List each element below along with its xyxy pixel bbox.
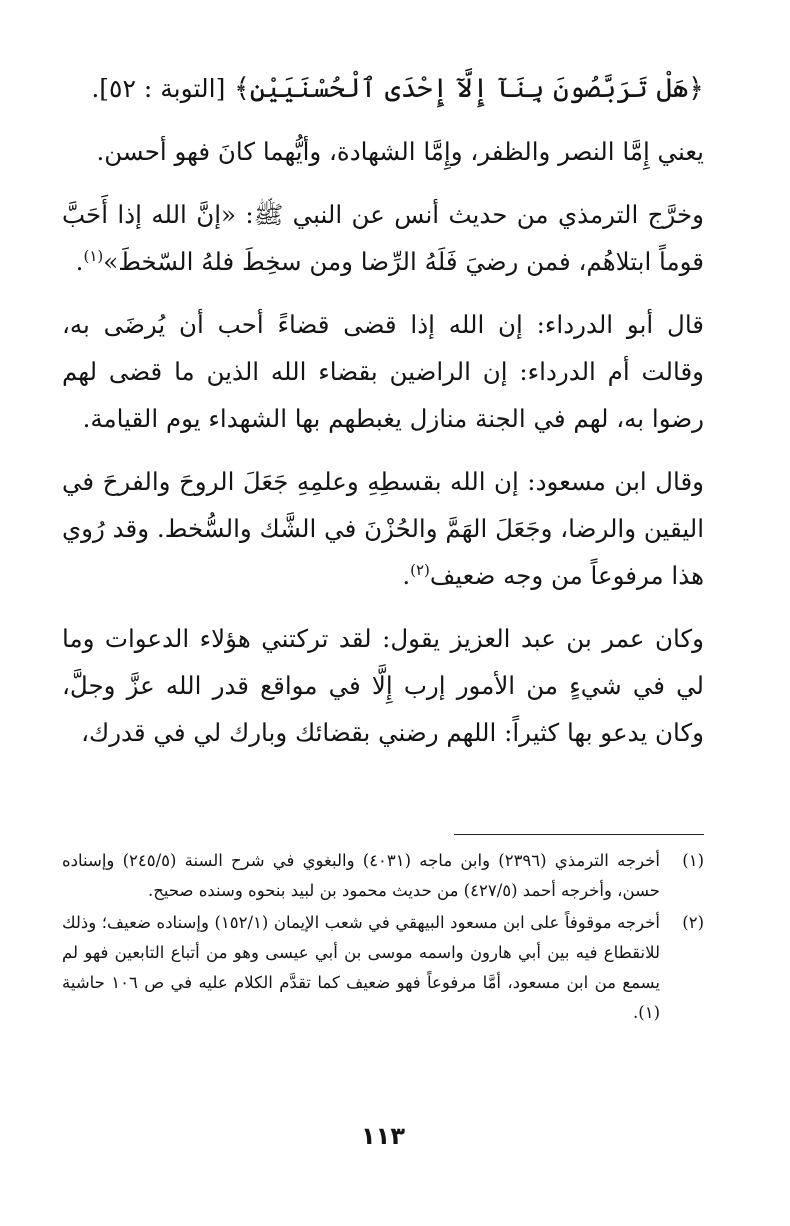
- footnote-separator: [454, 834, 704, 835]
- page-number: ١١٣: [361, 1122, 405, 1150]
- footnotes: [62, 846, 704, 1030]
- footnote-number: (٢): [682, 913, 704, 932]
- footnote-reference[interactable]: (٢): [410, 560, 430, 579]
- paragraph-tail: .: [75, 247, 84, 276]
- paragraph-text: قال أبو الدرداء: إن الله إذا قضى قضاءً أحب أن يُرضَى به، وقالت أم الدرداء: إن الراضين بقضاء الله الذين ما قضى لهم رضوا به، لهم في الجنة منازل يغبطهم بها الشهداء يوم القيامة.: [62, 310, 704, 433]
- verse-reference: [التوبة : ٥٢].: [91, 74, 226, 103]
- footnote-reference[interactable]: (١): [83, 246, 104, 265]
- paragraph-text: وقال ابن مسعود: إن الله بقسطِهِ وعلمِهِ جَعَلَ الروحَ والفرحَ في اليقين والرضا، وجَعَلَ الهَمَّ والحُزْنَ في الشَّك والسُّخط. وقد رُوي هذا مرفوعاً من وجه ضعيف: [62, 467, 704, 590]
- paragraph: [62, 615, 704, 756]
- footnote-number: (١): [682, 851, 704, 870]
- footnote: [62, 908, 704, 1028]
- paragraph: [62, 301, 704, 442]
- paragraph-text: وخرَّج الترمذي من حديث أنس عن النبي ﷺ: «إنَّ الله إذا أَحَبَّ قوماً ابتلاهُم، فمن رضيَ فَلَهُ الرِّضا ومن سخِطَ فلهُ السّخطَ»: [62, 200, 704, 276]
- quran-verse: [62, 64, 704, 114]
- paragraph-text: وكان عمر بن عبد العزيز يقول: لقد تركتني هؤلاء الدعوات وما لي في شيءٍ من الأمور إرب إِلَّا في مواقع قدر الله عزَّ وجلَّ، وكان يدعو بها كثيراً: اللهم رضني بقضائك وبارك لي في قدرك،: [62, 624, 704, 747]
- paragraph: [62, 458, 704, 599]
- footnote-text: أخرجه الترمذي (٢٣٩٦) وابن ماجه (٤٠٣١) والبغوي في شرح السنة (٢٤٥/٥) وإسناده حسن، وأخرجه أحمد (٤٢٧/٥) من حديث محمود بن لبيد بنحوه وسنده صحيح.: [62, 851, 661, 900]
- paragraph: [62, 128, 704, 175]
- paragraph-text: يعني إِمَّا النصر والظفر، وإِمَّا الشهادة، وأيُّهما كانَ فهو أحسن.: [96, 137, 704, 166]
- paragraph-tail: .: [402, 561, 411, 590]
- footnote: [62, 846, 704, 906]
- verse-text: ﴿هَلْ تَرَبَّصُونَ بِنَآ إِلَّآ إِحْدَى ٱلْحُسْنَيَيْنِ﴾: [233, 73, 704, 104]
- footnote-text: أخرجه موقوفاً على ابن مسعود البيهقي في شعب الإيمان (١٥٢/١) وإسناده ضعيف؛ وذلك للانقطاع فيه بين أبي هارون واسمه موسى بن أبي عيسى وهو من أتباع التابعين فهو لم يسمع من ابن مسعود، أمَّا مرفوعاً فهو ضعيف كما تقدَّم الكلام عليه في ص ١٠٦ حاشية (١).: [62, 913, 661, 1022]
- book-page: [62, 64, 704, 1174]
- paragraph: [62, 191, 704, 285]
